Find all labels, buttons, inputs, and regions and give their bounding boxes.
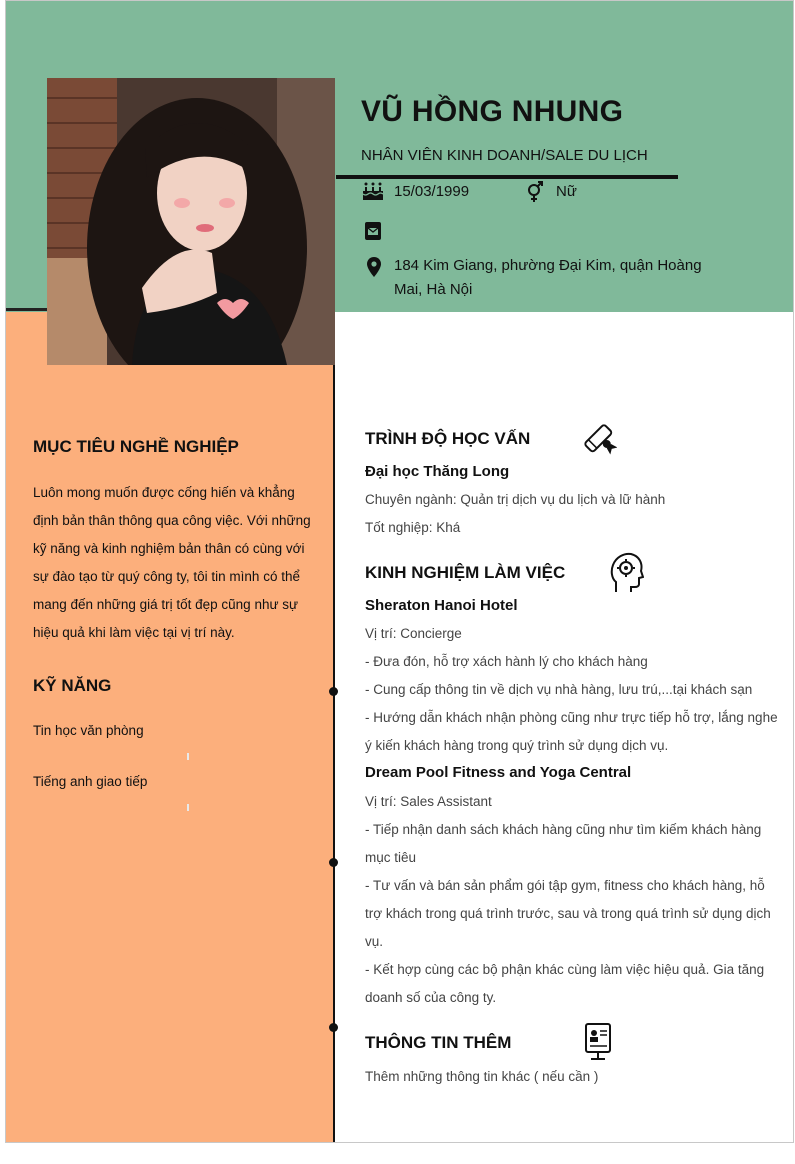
timeline-dot	[329, 687, 338, 696]
map-pin-icon	[367, 257, 381, 282]
birthday-cake-icon	[362, 181, 384, 206]
job-title: NHÂN VIÊN KINH DOANH/SALE DU LỊCH	[361, 147, 648, 164]
job-detail-line: - Tư vấn và bán sản phẩm gói tập gym, fitness cho khách hàng, hỗ	[365, 878, 765, 893]
head-gear-icon	[610, 552, 644, 599]
job-detail-line: - Hướng dẫn khách nhận phòng cũng như trực tiếp hỗ trợ, lắng nghe	[365, 710, 778, 725]
grade-text: Tốt nghiệp: Khá	[365, 520, 461, 535]
objective-heading: MỤC TIÊU NGHỀ NGHIỆP	[33, 437, 239, 456]
job-detail-line: trợ khách trong quá trình trước, sau và trong quá trình sử dụng dịch	[365, 906, 771, 921]
address-line-1: 184 Kim Giang, phường Đại Kim, quận Hoàng	[394, 257, 702, 274]
job-detail-line: Vị trí: Sales Assistant	[365, 794, 492, 809]
skill-item: Tiếng anh giao tiếp	[33, 774, 148, 789]
skill-bar-marker	[187, 804, 189, 811]
id-card-icon	[584, 1022, 612, 1067]
school-name: Đại học Thăng Long	[365, 463, 510, 480]
birthday-value: 15/03/1999	[394, 183, 470, 200]
job-detail-line: - Đưa đón, hỗ trợ xách hành lý cho khách hàng	[365, 654, 648, 669]
job-detail-line: - Cung cấp thông tin về dịch vụ nhà hàng, lưu trú,...tại khách sạn	[365, 682, 753, 697]
objective-line: định bản thân thông qua công việc. Với những	[33, 513, 311, 528]
address-line-2: Mai, Hà Nội	[394, 281, 473, 298]
job-detail-line: vụ.	[365, 934, 384, 949]
objective-line: mang đến những giá trị tốt đẹp cũng như sự	[33, 597, 299, 612]
job-detail-line: - Tiếp nhận danh sách khách hàng cũng như tìm kiếm khách hàng	[365, 822, 762, 837]
gender-value: Nữ	[556, 183, 577, 200]
candidate-name: VŨ HỒNG NHUNG	[361, 95, 624, 128]
skill-bar-marker	[187, 753, 189, 760]
experience-heading: KINH NGHIỆM LÀM VIỆC	[365, 563, 566, 582]
major-text: Chuyên ngành: Quản trị dịch vụ du lịch và lữ hành	[365, 492, 666, 507]
envelope-icon	[365, 222, 381, 245]
job-title-underline	[336, 175, 678, 179]
job-detail-line: ý kiến khách hàng trong quý trình sử dụng dịch vụ.	[365, 738, 669, 753]
objective-line: kỹ năng và kinh nghiệm bản thân có cùng với	[33, 541, 305, 556]
objective-line: sự đào tạo từ quý công ty, tôi tin mình có thể	[33, 569, 300, 584]
diploma-icon	[581, 418, 617, 465]
timeline-dot	[329, 858, 338, 867]
gender-icon	[526, 181, 544, 208]
skills-heading: KỸ NĂNG	[33, 676, 112, 695]
timeline-dot	[329, 1023, 338, 1032]
job-detail-line: - Kết hợp cùng các bộ phận khác cùng làm việc hiệu quả. Gia tăng	[365, 962, 765, 977]
company-name: Dream Pool Fitness and Yoga Central	[365, 764, 632, 781]
objective-line: Luôn mong muốn được cống hiến và khẳng	[33, 485, 295, 500]
skill-item: Tin học văn phòng	[33, 723, 144, 738]
cv-page	[5, 0, 794, 1143]
header-divider	[6, 308, 48, 311]
job-detail-line: Vị trí: Concierge	[365, 626, 462, 641]
education-heading: TRÌNH ĐỘ HỌC VẤN	[365, 429, 531, 448]
timeline-line	[333, 312, 335, 1143]
job-detail-line: doanh số của công ty.	[365, 990, 497, 1005]
company-name: Sheraton Hanoi Hotel	[365, 597, 518, 614]
profile-photo	[47, 78, 335, 365]
job-detail-line: mục tiêu	[365, 850, 417, 865]
objective-line: hiệu quả khi làm việc tại vị trí này.	[33, 625, 235, 640]
extra-info-text: Thêm những thông tin khác ( nếu cần )	[365, 1069, 599, 1084]
extra-info-heading: THÔNG TIN THÊM	[365, 1033, 512, 1052]
